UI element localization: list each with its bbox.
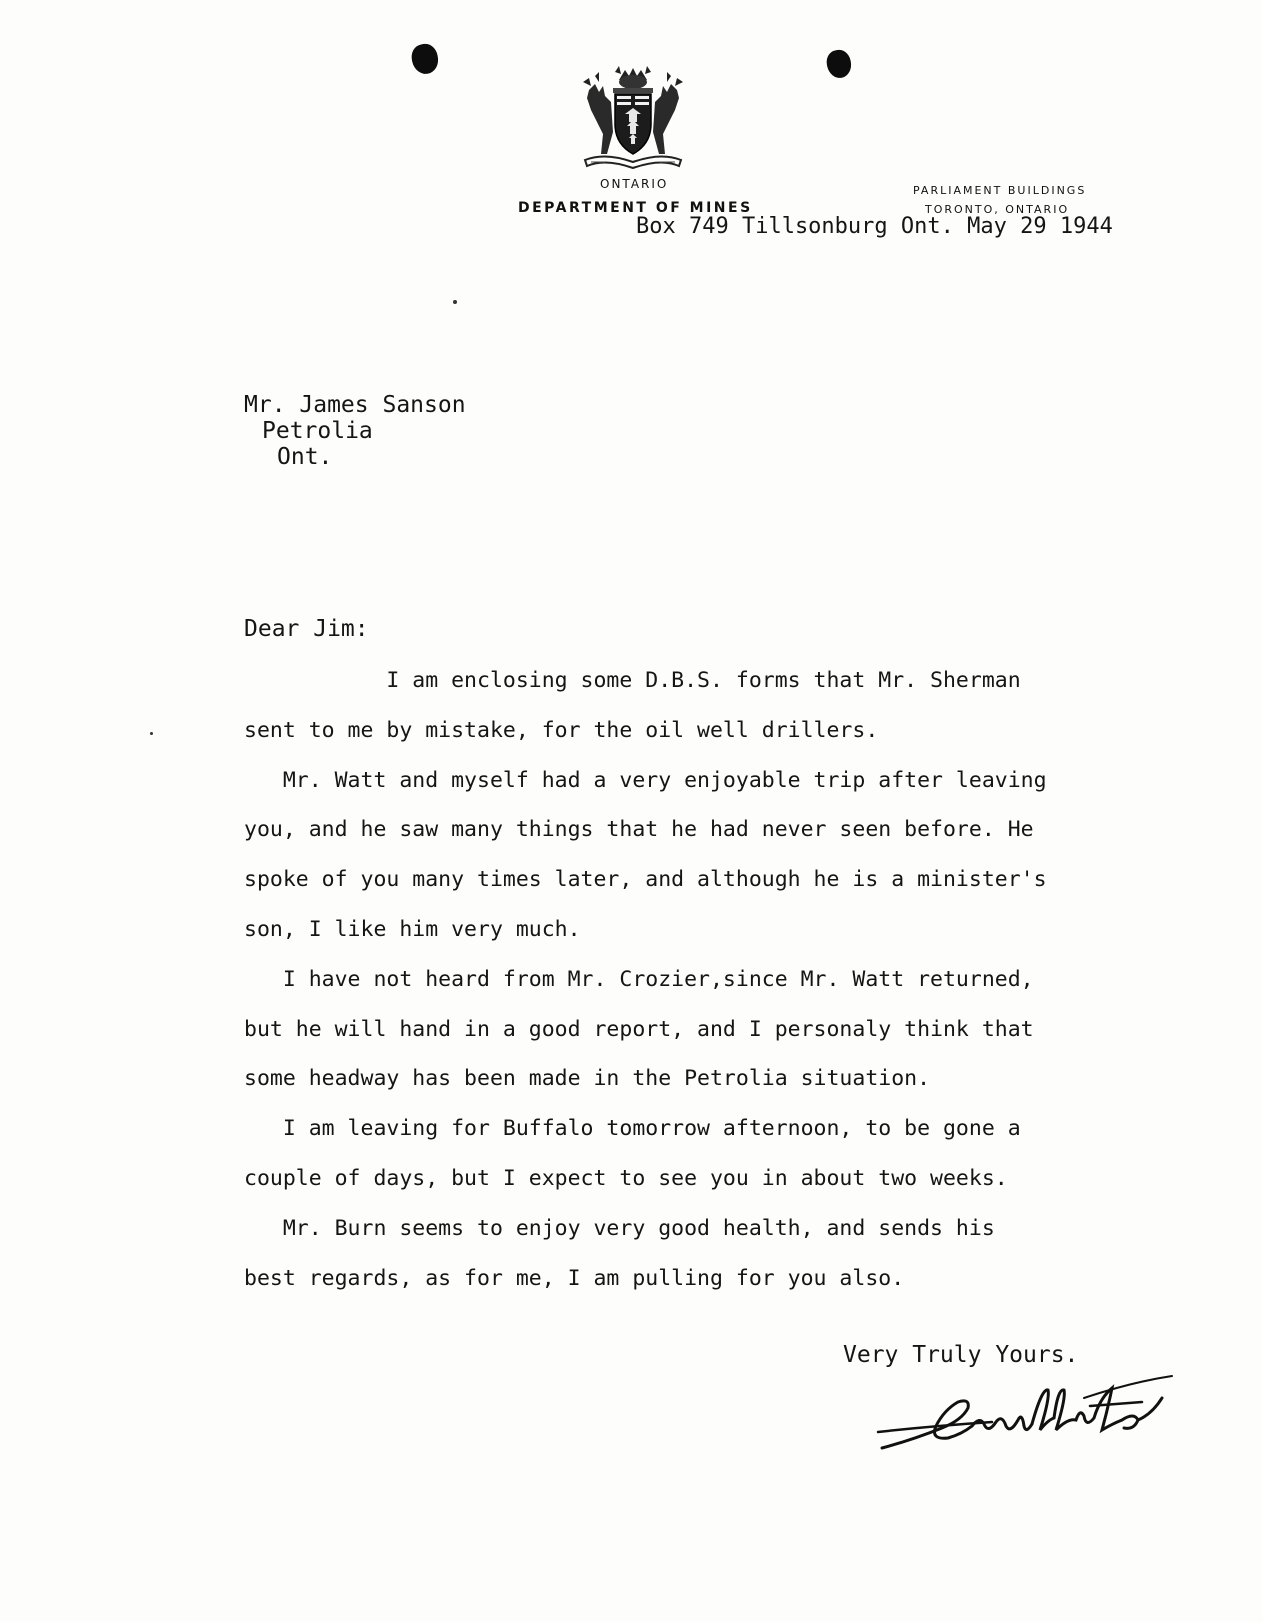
body-line: I am enclosing some D.B.S. forms that Mr. Sherman xyxy=(244,668,1021,693)
body-line: spoke of you many times later, and although he is a minister's xyxy=(244,867,1047,893)
punch-hole-right xyxy=(824,48,853,80)
letterhead-city: TORONTO, ONTARIO xyxy=(925,203,1070,216)
letterhead-parliament: PARLIAMENT BUILDINGS xyxy=(913,184,1087,197)
letterhead-ontario: ONTARIO xyxy=(600,177,669,191)
salutation: Dear Jim: xyxy=(244,616,369,642)
body-line: best regards, as for me, I am pulling for you also. xyxy=(244,1265,905,1291)
letterhead-department: DEPARTMENT OF MINES xyxy=(518,200,753,216)
closing: Very Truly Yours. xyxy=(843,1342,1079,1368)
recipient-name: Mr. James Sanson xyxy=(244,392,466,418)
body-line: some headway has been made in the Petrolia situation. xyxy=(244,1066,931,1092)
body-line: I am leaving for Buffalo tomorrow afternoon, to be gone a xyxy=(244,1116,1021,1142)
body-line: Mr. Burn seems to enjoy very good health, and sends his xyxy=(244,1215,995,1241)
punch-hole-left xyxy=(409,42,441,77)
ontario-coat-of-arms-icon xyxy=(575,62,691,174)
body-line: I have not heard from Mr. Crozier,since Mr. Watt returned, xyxy=(244,966,1034,992)
body-line: Mr. Watt and myself had a very enjoyable trip after leaving xyxy=(244,767,1047,793)
paper-speck xyxy=(453,300,457,304)
recipient-province: Ont. xyxy=(277,444,333,470)
dateline: Box 749 Tillsonburg Ont. May 29 1944 xyxy=(636,214,1113,239)
paper-speck xyxy=(150,732,153,735)
body-line: couple of days, but I expect to see you in about two weeks. xyxy=(244,1166,1008,1191)
body-line: you, and he saw many things that he had never seen before. He xyxy=(244,817,1034,843)
body-line: but he will hand in a good report, and I personaly think that xyxy=(244,1016,1034,1042)
body-line: sent to me by mistake, for the oil well drillers. xyxy=(244,717,879,743)
handwritten-signature xyxy=(872,1368,1192,1458)
recipient-town: Petrolia xyxy=(262,418,373,444)
body-line: son, I like him very much. xyxy=(244,917,581,942)
